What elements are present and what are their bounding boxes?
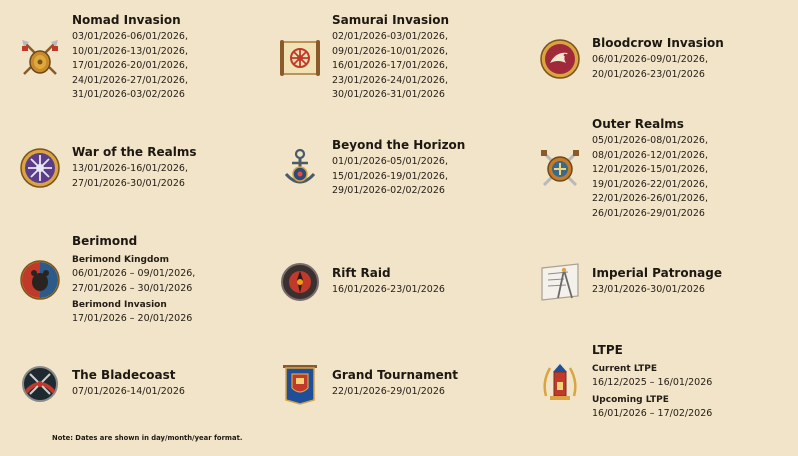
event-date: 17/01/2026-20/01/2026, xyxy=(72,60,188,71)
event-info xyxy=(332,266,445,298)
event-samurai-invasion xyxy=(278,13,449,103)
bloodcrow-emblem-icon xyxy=(538,37,582,81)
event-date: 16/01/2026-17/01/2026, xyxy=(332,60,448,71)
event-title: Samurai Invasion xyxy=(332,13,450,27)
event-info xyxy=(332,138,465,199)
rift-raid-icon xyxy=(278,260,322,304)
event-date: 31/01/2026-03/02/2026 xyxy=(72,89,185,100)
event-date: 05/01/2026-08/01/2026, xyxy=(592,135,708,146)
bladecoast-emblem-icon xyxy=(18,362,62,406)
event-date: 09/01/2026-10/01/2026, xyxy=(332,45,448,57)
event-date: 16/12/2025 – 16/01/2026 xyxy=(592,377,713,388)
event-date: 29/01/2026-02/02/2026 xyxy=(332,185,445,196)
event-info xyxy=(332,368,458,400)
event-date: 13/01/2026-16/01/2026, xyxy=(72,163,188,174)
event-ltpe xyxy=(538,343,712,421)
event-title: Berimond xyxy=(72,234,138,248)
event-info xyxy=(72,13,188,103)
event-title: Beyond the Horizon xyxy=(332,138,466,152)
event-date: 26/01/2026-29/01/2026 xyxy=(592,207,705,219)
event-date: 03/01/2026-06/01/2026, xyxy=(72,31,188,42)
event-title: LTPE xyxy=(592,343,623,357)
event-date: 10/01/2026-13/01/2026, xyxy=(72,45,188,57)
event-date: 23/01/2026-30/01/2026 xyxy=(592,284,705,296)
event-date: 06/01/2026 – 09/01/2026, xyxy=(72,268,196,279)
event-berimond xyxy=(18,234,195,327)
event-grand-tournament xyxy=(278,362,458,406)
event-title: Nomad Invasion xyxy=(72,13,181,27)
event-date: 30/01/2026-31/01/2026 xyxy=(332,89,445,100)
event-date: 24/01/2026-27/01/2026, xyxy=(72,74,188,86)
event-info xyxy=(592,266,722,298)
event-date: 01/01/2026-05/01/2026, xyxy=(332,156,448,167)
event-date: 27/01/2026 – 30/01/2026 xyxy=(72,282,193,294)
event-title: Grand Tournament xyxy=(332,368,459,383)
imperial-map-compass-icon xyxy=(538,260,582,304)
event-info xyxy=(592,117,708,221)
event-title: Outer Realms xyxy=(592,117,684,131)
event-bloodcrow-invasion xyxy=(538,36,724,82)
event-date: 23/01/2026-24/01/2026, xyxy=(332,74,448,86)
event-imperial-patronage xyxy=(538,260,722,304)
anchor-icon xyxy=(278,146,322,190)
event-date: 17/01/2026 – 20/01/2026 xyxy=(72,313,193,324)
event-date: 22/01/2026-26/01/2026, xyxy=(592,193,708,204)
event-subheading: Upcoming LTPE xyxy=(592,394,669,405)
event-nomad-invasion xyxy=(18,13,188,103)
event-info xyxy=(592,343,712,421)
event-subheading: Berimond Kingdom xyxy=(72,255,169,265)
event-war-of-the-realms xyxy=(18,145,196,191)
event-date: 12/01/2026-15/01/2026, xyxy=(592,164,708,175)
event-date: 06/01/2026-09/01/2026, xyxy=(592,54,708,65)
event-date: 02/01/2026-03/01/2026, xyxy=(332,31,448,42)
event-rift-raid xyxy=(278,260,445,304)
event-subheading: Current LTPE xyxy=(592,364,657,374)
nomad-crossed-spears-shield-icon xyxy=(18,36,62,80)
event-info xyxy=(592,36,724,82)
event-title: Bloodcrow Invasion xyxy=(592,36,724,50)
event-info xyxy=(72,145,196,191)
event-outer-realms xyxy=(538,117,708,221)
tournament-banner-icon xyxy=(278,362,322,406)
berimond-bear-shield-icon xyxy=(18,258,62,302)
event-the-bladecoast xyxy=(18,362,185,406)
event-date: 16/01/2026-23/01/2026 xyxy=(332,284,445,296)
ltpe-laurel-tower-icon xyxy=(538,360,582,404)
event-title: The Bladecoast xyxy=(72,368,176,383)
event-title: Imperial Patronage xyxy=(592,266,722,281)
event-date: 19/01/2026-22/01/2026, xyxy=(592,178,708,190)
event-subheading: Berimond Invasion xyxy=(72,300,167,310)
event-date: 16/01/2026 – 17/02/2026 xyxy=(592,407,713,419)
event-date: 08/01/2026-12/01/2026, xyxy=(592,149,708,161)
event-date: 27/01/2026-30/01/2026 xyxy=(72,177,185,189)
event-date: 07/01/2026-14/01/2026 xyxy=(72,386,185,398)
event-title: Rift Raid xyxy=(332,266,391,281)
event-info xyxy=(72,368,185,400)
event-date: 20/01/2026-23/01/2026 xyxy=(592,68,705,80)
event-title: War of the Realms xyxy=(72,145,197,159)
event-info xyxy=(332,13,449,103)
event-date: 22/01/2026-29/01/2026 xyxy=(332,386,445,398)
date-format-note: Note: Dates are shown in day/month/year format. xyxy=(52,434,243,442)
war-of-realms-shield-icon xyxy=(18,146,62,190)
event-info xyxy=(72,234,195,327)
samurai-scroll-icon xyxy=(278,36,322,80)
event-date: 15/01/2026-19/01/2026, xyxy=(332,170,448,182)
outer-realms-crossed-swords-icon xyxy=(538,147,582,191)
event-beyond-the-horizon xyxy=(278,138,465,199)
